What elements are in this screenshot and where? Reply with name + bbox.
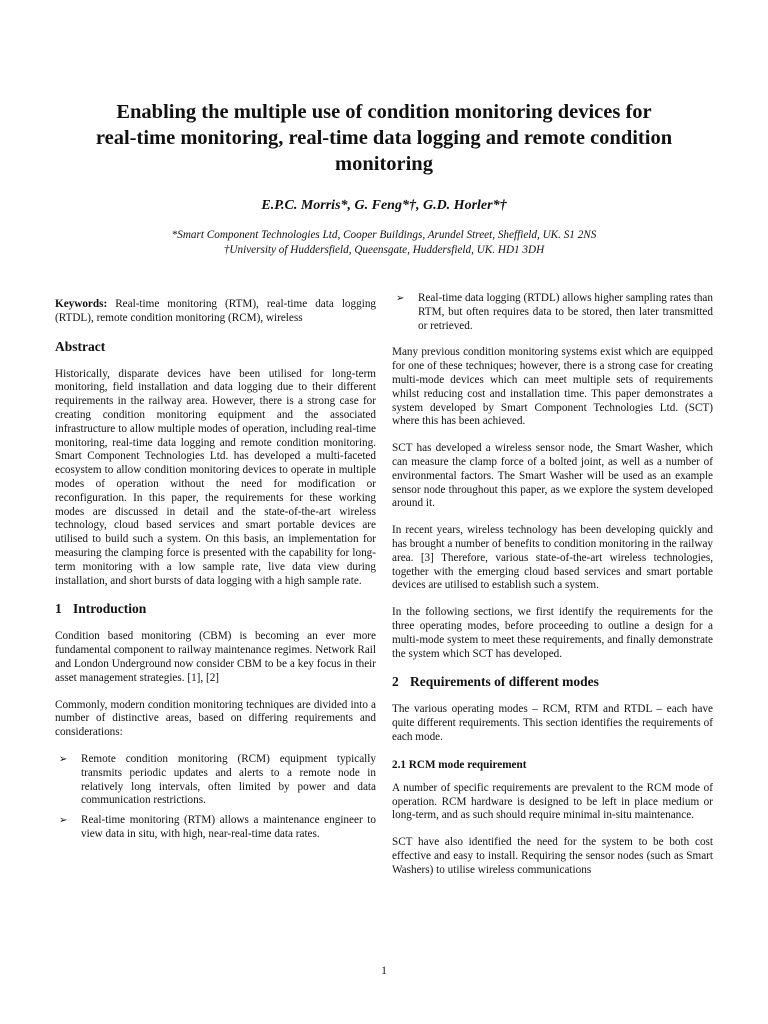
keywords-text: Real-time monitoring (RTM), real-time data logging (RTDL), remote condition monitoring (RCM), wireless bbox=[55, 298, 377, 324]
affiliations bbox=[40, 228, 728, 257]
left-column bbox=[55, 298, 376, 855]
body-paragraph: A number of specific requirements are prevalent to the RCM mode of operation. RCM hardware is designed to be left in place medium or long-term, and as such should require minimal in-situ maintenance. bbox=[392, 781, 713, 822]
page-number: 1 bbox=[381, 965, 387, 977]
list-item-text: Real-time monitoring (RTM) allows a maintenance engineer to view data in situ, with high, near-real-time data rates. bbox=[81, 814, 376, 840]
section-number: 2 bbox=[392, 674, 399, 690]
arrow-bullet-icon: ➢ bbox=[396, 293, 405, 304]
affiliation: †University of Huddersfield, Queensgate, Huddersfield, UK. HD1 3DH bbox=[223, 243, 545, 256]
intro-heading bbox=[55, 601, 376, 617]
intro-paragraph: Commonly, modern condition monitoring techniques are divided into a number of distinctive areas, based on differing requirements and considerations: bbox=[55, 698, 376, 739]
arrow-bullet-icon: ➢ bbox=[59, 753, 68, 765]
body-paragraph: In the following sections, we first identify the requirements for the three operating modes, before proceeding to outline a design for a multi-mode system to meet these requirements, and finally demonstrate the system which SCT has developed. bbox=[392, 606, 713, 660]
affiliation: *Smart Component Technologies Ltd, Cooper Buildings, Arundel Street, Sheffield, UK. S1 2NS bbox=[171, 229, 597, 241]
intro-paragraph: Condition based monitoring (CBM) is becoming an ever more fundamental component to railway maintenance regimes. Network Rail and London Underground now consider CBM to be a key focus in their asset management strategies. [1], [2] bbox=[55, 630, 376, 684]
arrow-bullet-icon: ➢ bbox=[59, 815, 68, 827]
section-title: Introduction bbox=[73, 601, 147, 617]
section-number: 1 bbox=[55, 601, 62, 617]
title-line: monitoring bbox=[335, 153, 433, 175]
body-paragraph: In recent years, wireless technology has been developing quickly and has brought a number of benefits to condition monitoring in the railway area. [3] Therefore, various state-of-the-art wireless technologies, together with the emerging cloud based services and smart portable devices are utilised to establish such a system. bbox=[392, 524, 713, 592]
body-paragraph: SCT have also identified the need for the system to be both cost effective and easy to install. Requiring the sensor nodes (such as Smart Washers) to utilise wireless communications bbox=[392, 836, 713, 876]
body-paragraph: SCT has developed a wireless sensor node, the Smart Washer, which can measure the clamp force of a bolted joint, as well as a number of environmental factors. The Smart Washer will be used as an example sensor node throughout this paper, as we explore the system developed around it. bbox=[392, 442, 713, 510]
title-line: real-time monitoring, real-time data logging and remote condition bbox=[95, 127, 673, 149]
body-paragraph: Many previous condition monitoring systems exist which are equipped for one of these techniques; however, there is a strong case for creating multi-mode devices which can meet multiple sets of requirements whilst reducing cost and installation time. This paper demonstrates a system developed by Smart Component Technologies Ltd. (SCT) where this has been achieved. bbox=[392, 346, 713, 428]
abstract-heading: Abstract bbox=[55, 338, 106, 354]
abstract-text: Historically, disparate devices have been utilised for long-term monitoring, field installation and data logging due to their different requirements in the railway area. However, there is a strong case for creating condition monitoring equipment and the associated infrastructure to allow multiple modes of operation, including real-time monitoring, real-time data logging and remote condition monitoring. Smart Component Technologies Ltd. has developed a multi-faceted ecosystem to allow condition monitoring devices to operate in multiple modes of operation without the need for modification or reconfiguration. In this paper, the requirements for these working modes are discussed in detail and the state-of-the-art wireless technology, cloud based services and smart portable devices are utilised to build such a system. On this basis, an implementation for measuring the clamping force is presented with the capability for long-term monitoring with a low sample rate, live data view during installation, and short bursts of data logging with a high sample rate. bbox=[55, 367, 376, 587]
list-item bbox=[55, 814, 376, 842]
author-list: E.P.C. Morris*, G. Feng*†, G.D. Horler*† bbox=[261, 198, 507, 213]
right-column bbox=[392, 292, 713, 891]
subsection-heading: 2.1 RCM mode requirement bbox=[392, 758, 527, 771]
list-item bbox=[392, 292, 713, 333]
section-title: Requirements of different modes bbox=[410, 674, 599, 690]
bullet-list bbox=[392, 292, 713, 333]
paper-title bbox=[40, 99, 728, 177]
list-item-text: Real-time data logging (RTDL) allows higher sampling rates than RTM, but often requires data to be stored, then later transmitted or retrieved. bbox=[418, 292, 713, 332]
list-item-text: Remote condition monitoring (RCM) equipment typically transmits periodic updates and alerts to a remote node in relatively long intervals, often limited by power and data communication restrictions. bbox=[81, 752, 376, 807]
title-line: Enabling the multiple use of condition monitoring devices for bbox=[116, 101, 652, 123]
list-item bbox=[55, 753, 376, 808]
bullet-list bbox=[55, 753, 376, 842]
body-paragraph: The various operating modes – RCM, RTM and RTDL – each have quite different requirements. This section identifies the requirements of each mode. bbox=[392, 703, 713, 743]
keywords-label: Keywords: bbox=[55, 298, 108, 310]
keywords bbox=[55, 298, 376, 326]
section2-heading bbox=[392, 674, 713, 690]
